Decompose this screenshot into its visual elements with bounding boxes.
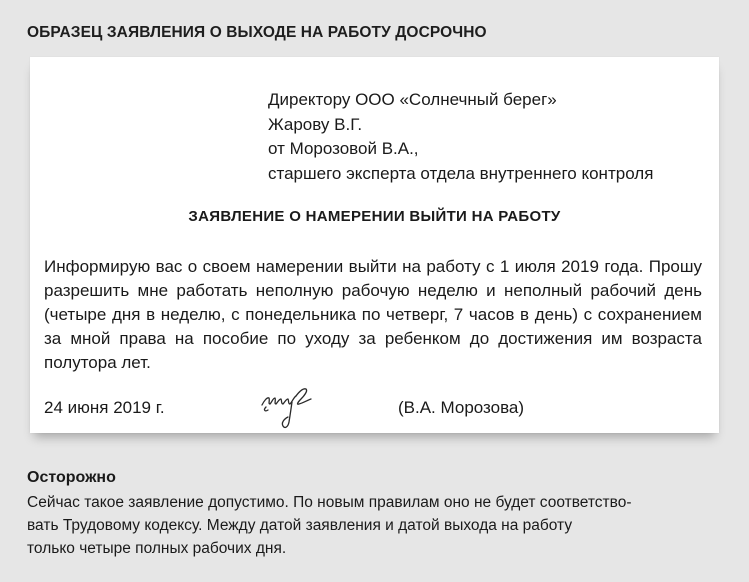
warning-line: вать Трудовому кодексу. Между датой заявления и датой выхода на работу: [27, 517, 573, 534]
document-title: ЗАЯВЛЕНИЕ О НАМЕРЕНИИ ВЫЙТИ НА РАБОТУ: [188, 208, 561, 225]
warning-line: Сейчас такое заявление допустимо. По новым правилам оно не будет соответство-: [27, 494, 632, 511]
page-title: ОБРАЗЕЦ ЗАЯВЛЕНИЯ О ВЫХОДЕ НА РАБОТУ ДОСРОЧНО: [27, 24, 487, 41]
warning-line: только четыре полных рабочих дня.: [27, 540, 287, 557]
addressee-line: Директору ООО «Солнечный берег»: [268, 90, 557, 109]
warning-text: [27, 491, 631, 560]
signer-name: (В.А. Морозова): [398, 398, 525, 417]
addressee-line: старшего эксперта отдела внутреннего контроля: [268, 163, 654, 183]
addressee-line: от Морозовой В.А.,: [268, 139, 419, 158]
addressee-block: [268, 88, 653, 186]
document-date: 24 июня 2019 г.: [44, 398, 165, 417]
warning-heading: Осторожно: [27, 469, 116, 486]
signature-icon: [258, 383, 314, 433]
sample-document: [30, 57, 719, 433]
document-body: Информирую вас о своем намерении выйти на работу с 1 июля 2019 года. Прошу разрешить мне работать неполную рабочую неделю и неполный рабочий день (четыре дня в неделю, с понедельника по четверг, 7 часов в день) с сохранением за мной права на пособие по уходу за ребенком до достижения им возраста полутора лет.: [44, 257, 702, 372]
addressee-line: Жарову В.Г.: [268, 114, 363, 134]
